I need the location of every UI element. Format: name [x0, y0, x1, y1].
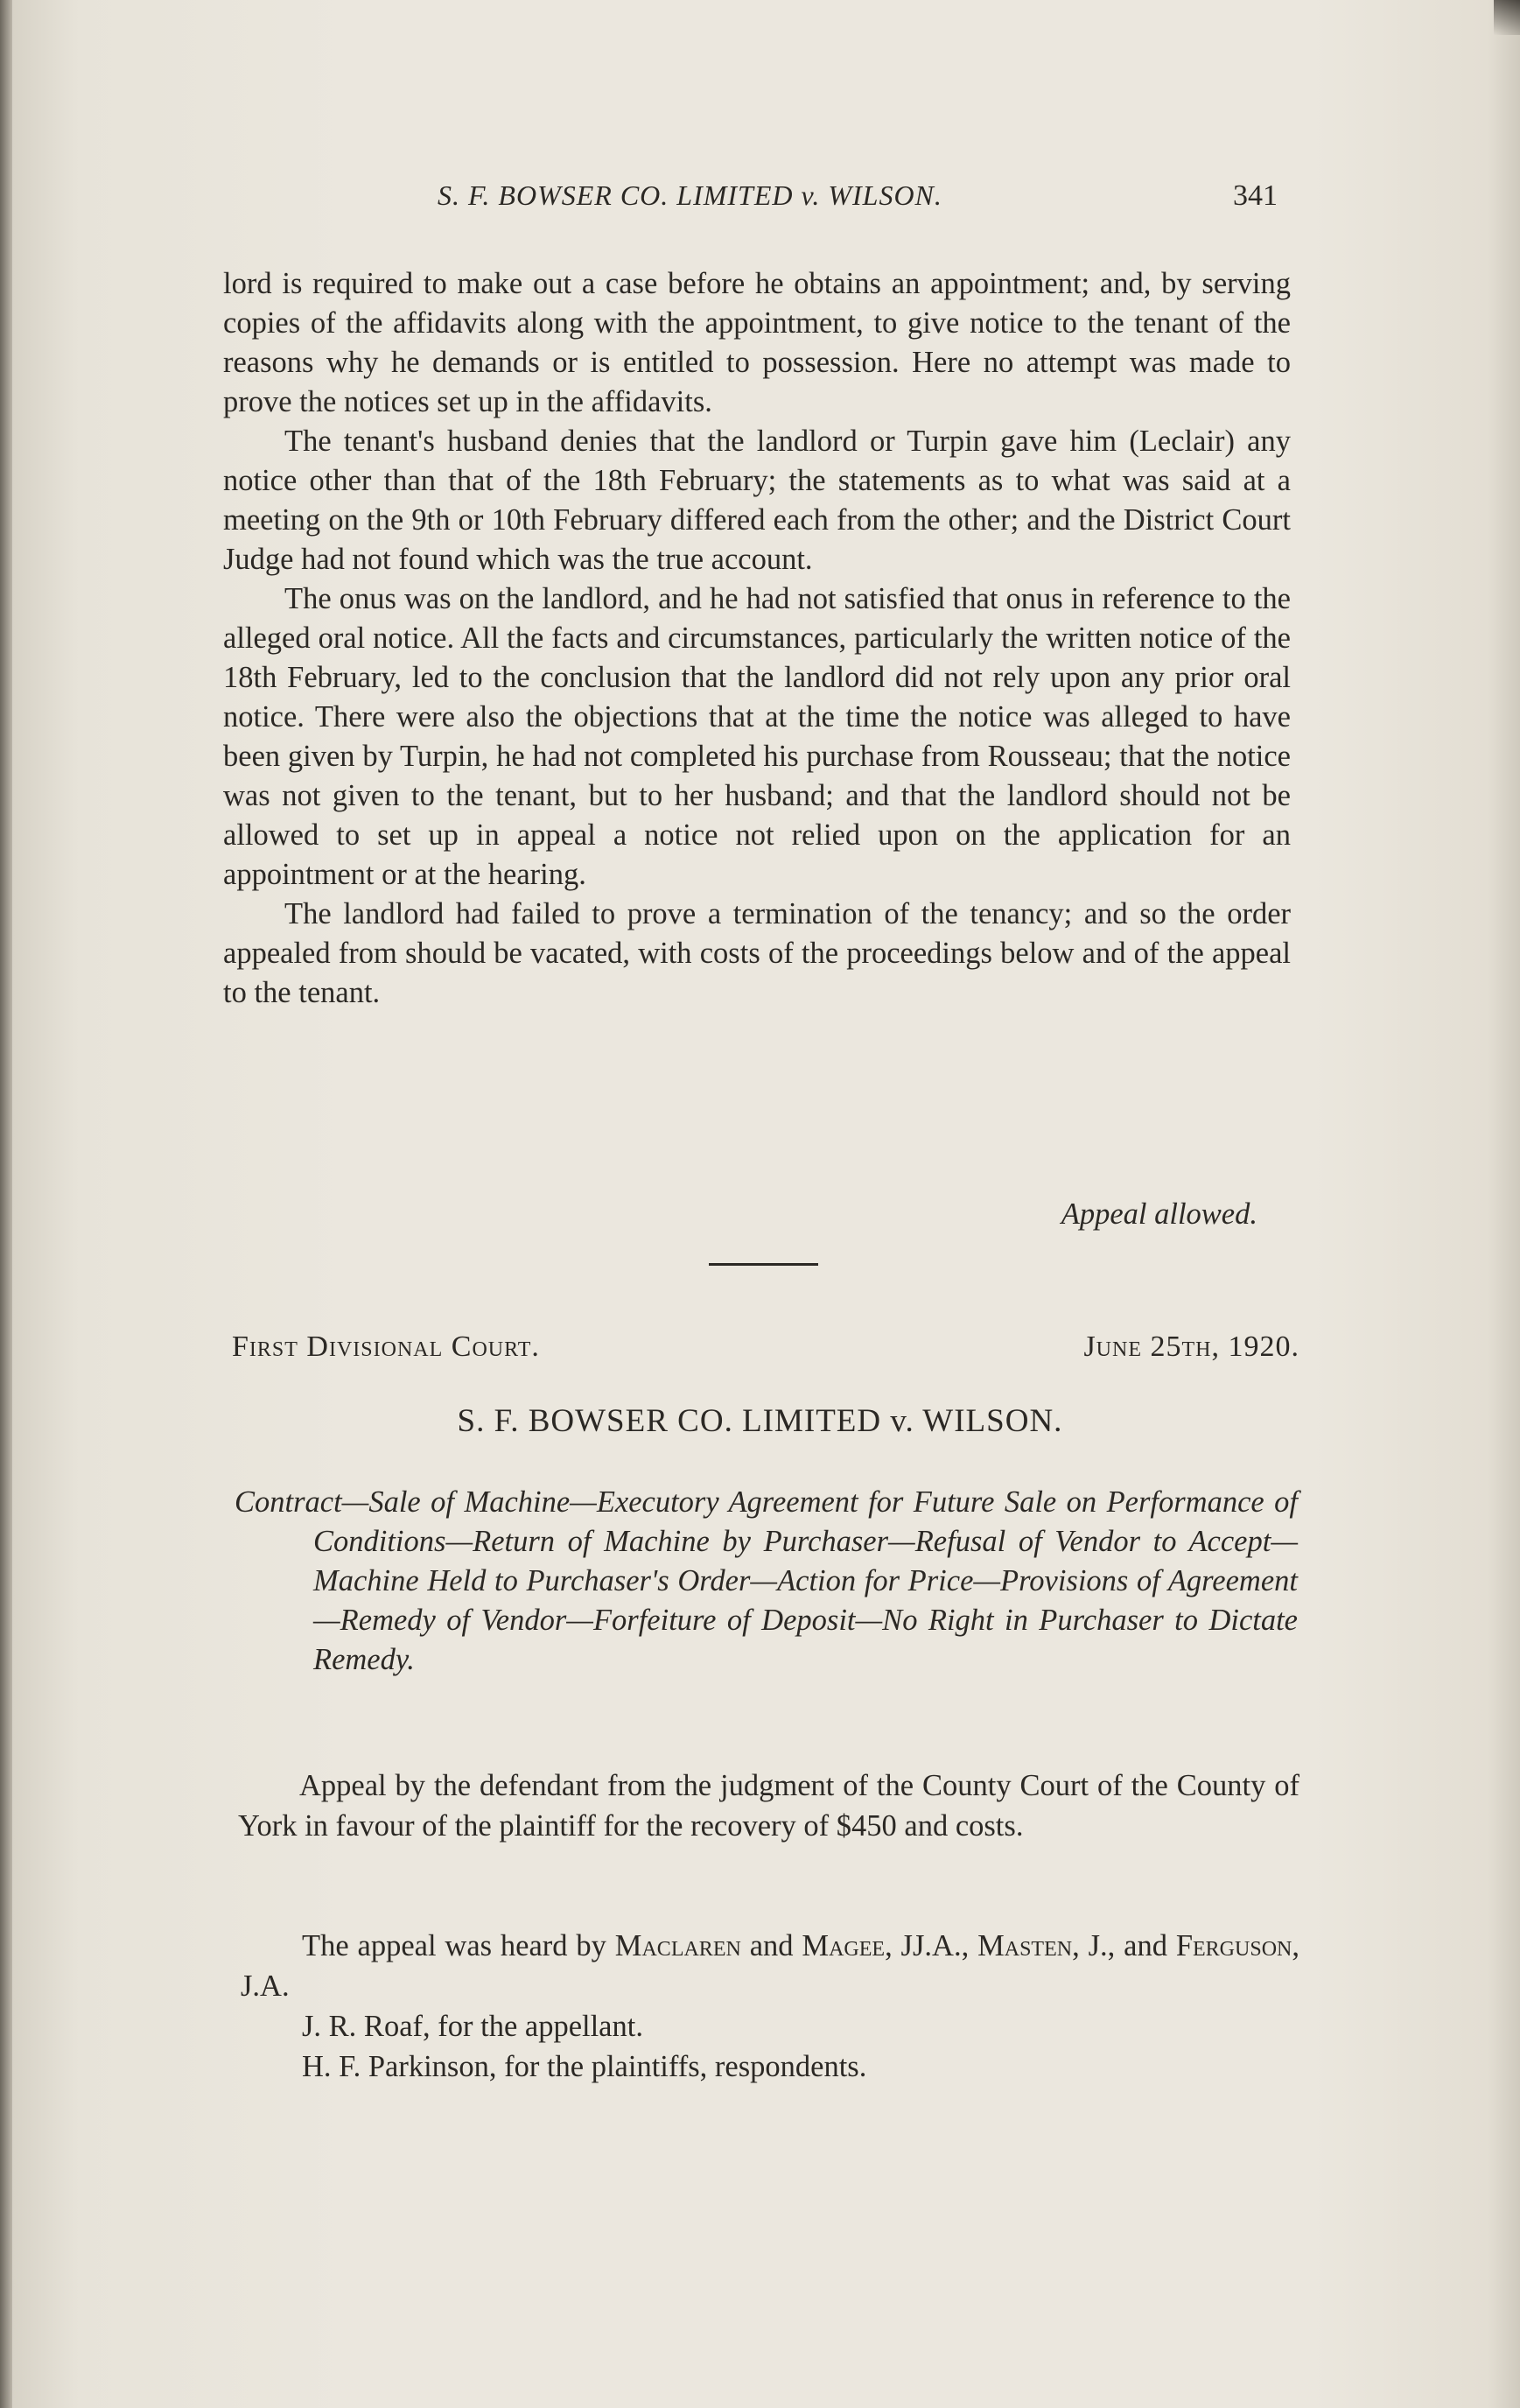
counsel-appellant: J. R. Roaf, for the appellant. — [302, 2010, 643, 2043]
conjunction: and — [749, 1929, 794, 1962]
judge-name: Ferguson — [1175, 1929, 1292, 1962]
running-header — [228, 179, 1278, 223]
judge-title: , JJ.A., — [885, 1929, 970, 1962]
judge-name: Maclaren — [614, 1929, 741, 1962]
paragraph: The tenant's husband denies that the landlord or Turpin gave him (Leclair) any notice other than that of the 18th February; the statements as to what was said at a meeting on the 9th or 10th February differed each from the other; and the District Court Judge had not found which was the true account. — [223, 425, 1291, 576]
judge-name: Masten — [977, 1929, 1073, 1962]
section-divider — [709, 1263, 818, 1266]
judge-name: Magee — [802, 1929, 886, 1962]
judge-title: , J.A. — [241, 1929, 1299, 2003]
judge-title: , J., and — [1072, 1929, 1167, 1962]
paragraph: The landlord had failed to prove a termination of the tenancy; and so the order appealed from should be vacated, with costs of the proceedings below and of the appeal to the tenant. — [223, 897, 1291, 1009]
heard-by-line — [241, 1926, 1299, 2006]
continued-judgment-text — [223, 264, 1291, 1013]
headnote: Contract—Sale of Machine—Executory Agreement for Future Sale on Performance of Conditions—Return of Machine by Purchaser—Refusal of Vendor to Accept—Machine Held to Purchaser's Order—Action for Price—Provisions of Agreement—Remedy of Vendor—Forfeiture of Deposit—No Right in Purchaser to Dictate Remedy. — [235, 1485, 1298, 1676]
counsel-respondents: H. F. Parkinson, for the plaintiffs, respondents. — [302, 2050, 867, 2083]
hearing-details — [241, 1926, 1299, 2087]
appeal-result: Appeal allowed. — [1061, 1197, 1257, 1231]
heard-intro: The appeal was heard by — [302, 1929, 606, 1962]
court-name: First Divisional Court. — [232, 1330, 540, 1363]
judgment-date: June 25th, 1920. — [1083, 1330, 1299, 1363]
appeal-summary: Appeal by the defendant from the judgment of the County Court of the County of York in favour of the plaintiff for the recovery of $450 and costs. — [238, 1769, 1299, 1843]
paragraph: lord is required to make out a case before he obtains an appointment; and, by serving copies of the affidavits along with the appointment, to give notice to the tenant of the reasons why he demands or is entitled to possession. Here no attempt was made to prove the notices set up in the affidavits. — [223, 267, 1291, 418]
case-title: S. F. BOWSER CO. LIMITED v. WILSON. — [457, 1403, 1063, 1439]
paragraph: The onus was on the landlord, and he had not satisfied that onus in reference to the alleged oral notice. All the facts and circumstances, particularly the written notice of the 18th February, led to the conclusion that the landlord did not rely upon any prior oral notice. There were also the objections that at the time the notice was alleged to have been given by Turpin, he had not completed his purchase from Rousseau; that the notice was not given to the tenant, but to her husband; and that the landlord should not be allowed to set up in appeal a notice not relied upon on the application for an appointment or at the hearing. — [223, 582, 1291, 891]
running-title: S. F. BOWSER CO. LIMITED v. WILSON. — [438, 179, 942, 211]
page-number: 341 — [1233, 179, 1278, 212]
